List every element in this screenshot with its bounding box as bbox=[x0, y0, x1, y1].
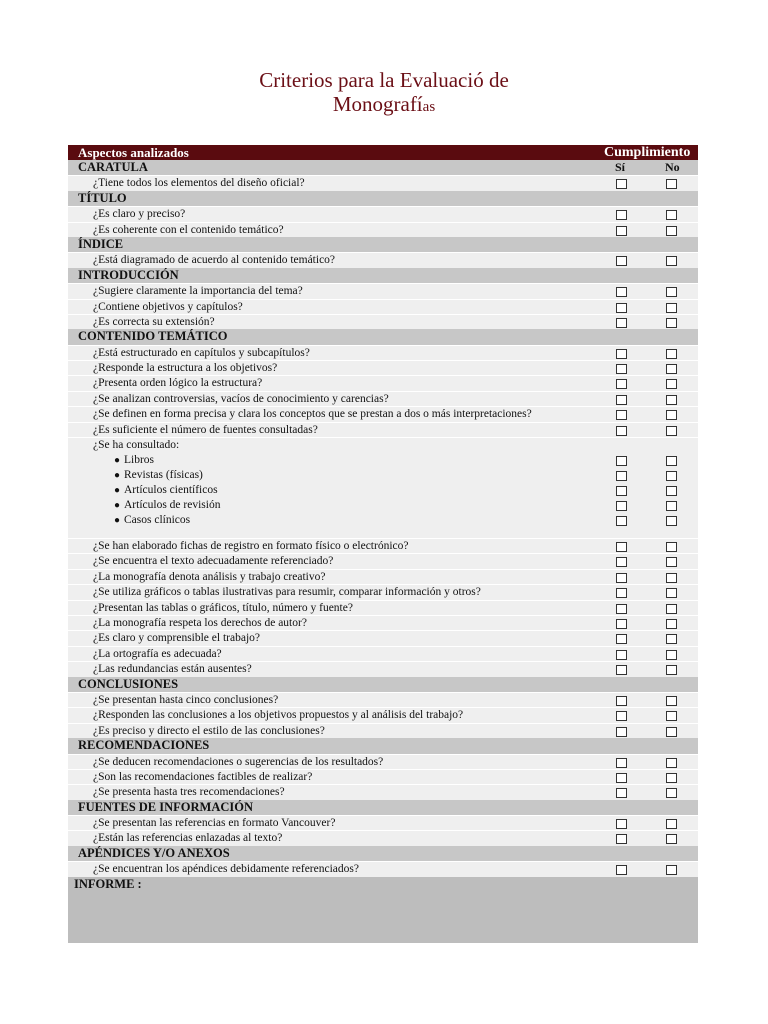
no-checkbox[interactable] bbox=[666, 711, 677, 721]
informe-label: INFORME : bbox=[74, 876, 142, 891]
section-title: INTRODUCCIÓN bbox=[78, 267, 179, 282]
no-checkbox[interactable] bbox=[666, 758, 677, 768]
yes-checkbox[interactable] bbox=[616, 696, 627, 706]
question-text: ¿Tiene todos los elementos del diseño oficial? bbox=[93, 177, 305, 190]
question-row bbox=[68, 538, 698, 553]
yes-checkbox[interactable] bbox=[616, 573, 627, 583]
section-titulo bbox=[68, 191, 698, 206]
evaluation-table bbox=[68, 145, 698, 943]
no-checkbox[interactable] bbox=[666, 410, 677, 420]
no-checkbox[interactable] bbox=[666, 773, 677, 783]
no-checkbox[interactable] bbox=[666, 486, 677, 496]
question-row bbox=[68, 784, 698, 799]
question-row bbox=[68, 206, 698, 221]
question-row bbox=[68, 345, 698, 360]
source-label: Artículos científicos bbox=[124, 484, 218, 497]
question-text: ¿Se encuentra el texto adecuadamente referenciado? bbox=[93, 555, 334, 568]
section-title: RECOMENDACIONES bbox=[78, 738, 210, 753]
no-checkbox[interactable] bbox=[666, 318, 677, 328]
question-text: ¿Es suficiente el número de fuentes consultadas? bbox=[93, 423, 318, 436]
yes-checkbox[interactable] bbox=[616, 501, 627, 511]
no-checkbox[interactable] bbox=[666, 650, 677, 660]
yes-checkbox[interactable] bbox=[616, 727, 627, 737]
no-checkbox[interactable] bbox=[666, 619, 677, 629]
yes-checkbox[interactable] bbox=[616, 665, 627, 675]
question-row bbox=[68, 600, 698, 615]
question-row bbox=[68, 815, 698, 830]
yes-checkbox[interactable] bbox=[616, 516, 627, 526]
question-text: ¿Son las recomendaciones factibles de realizar? bbox=[93, 770, 313, 783]
yes-checkbox[interactable] bbox=[616, 287, 627, 297]
section-caratula bbox=[68, 160, 698, 175]
section-title: CONCLUSIONES bbox=[78, 676, 179, 691]
question-text: ¿La monografía denota análisis y trabajo creativo? bbox=[93, 570, 326, 583]
source-item bbox=[68, 483, 698, 498]
yes-checkbox[interactable] bbox=[616, 426, 627, 436]
section-title: FUENTES DE INFORMACIÓN bbox=[78, 799, 254, 814]
yes-checkbox[interactable] bbox=[616, 634, 627, 644]
yes-checkbox[interactable] bbox=[616, 486, 627, 496]
document-title-line2 bbox=[0, 92, 768, 119]
yes-checkbox[interactable] bbox=[616, 819, 627, 829]
question-row bbox=[68, 630, 698, 645]
no-checkbox[interactable] bbox=[666, 395, 677, 405]
section-title: TÍTULO bbox=[78, 190, 127, 205]
question-text: ¿Se ha consultado: bbox=[93, 439, 180, 452]
section-indice bbox=[68, 237, 698, 252]
yes-checkbox[interactable] bbox=[616, 619, 627, 629]
no-checkbox[interactable] bbox=[666, 287, 677, 297]
header-aspects-label: Aspectos analizados bbox=[78, 145, 189, 160]
question-text: ¿La ortografía es adecuada? bbox=[93, 647, 222, 660]
question-row bbox=[68, 422, 698, 437]
question-row bbox=[68, 222, 698, 237]
yes-checkbox[interactable] bbox=[616, 557, 627, 567]
question-row bbox=[68, 584, 698, 599]
yes-checkbox[interactable] bbox=[616, 256, 627, 266]
bullet-icon: ● bbox=[114, 500, 121, 512]
question-text: ¿Se presenta hasta tres recomendaciones? bbox=[93, 786, 285, 799]
question-row bbox=[68, 646, 698, 661]
section-apendices bbox=[68, 846, 698, 861]
bullet-icon: ● bbox=[114, 455, 121, 467]
source-label: Artículos de revisión bbox=[124, 499, 221, 512]
question-row bbox=[68, 360, 698, 375]
yes-checkbox[interactable] bbox=[616, 318, 627, 328]
yes-checkbox[interactable] bbox=[616, 179, 627, 189]
yes-checkbox[interactable] bbox=[616, 456, 627, 466]
title-line2-main: Monografí bbox=[332, 92, 423, 116]
no-checkbox[interactable] bbox=[666, 210, 677, 220]
question-text: ¿La monografía respeta los derechos de autor? bbox=[93, 616, 307, 629]
section-title: CONTENIDO TEMÁTICO bbox=[78, 329, 228, 344]
question-text: ¿Se encuentran los apéndices debidamente referenciados? bbox=[93, 863, 359, 876]
section-conclusiones bbox=[68, 677, 698, 692]
question-text: ¿Responden las conclusiones a los objetivos propuestos y al análisis del trabajo? bbox=[93, 709, 464, 722]
no-checkbox[interactable] bbox=[666, 516, 677, 526]
source-label: Revistas (físicas) bbox=[124, 469, 203, 482]
yes-checkbox[interactable] bbox=[616, 711, 627, 721]
yes-checkbox[interactable] bbox=[616, 758, 627, 768]
section-title: ÍNDICE bbox=[78, 236, 124, 251]
question-text: ¿Están las referencias enlazadas al texto? bbox=[93, 832, 283, 845]
question-text: ¿Se han elaborado fichas de registro en formato físico o electrónico? bbox=[93, 540, 409, 553]
yes-checkbox[interactable] bbox=[616, 788, 627, 798]
no-checkbox[interactable] bbox=[666, 471, 677, 481]
question-text: ¿Sugiere claramente la importancia del tema? bbox=[93, 285, 303, 298]
col-no-label: No bbox=[665, 160, 680, 174]
question-row bbox=[68, 375, 698, 390]
no-checkbox[interactable] bbox=[666, 456, 677, 466]
question-row bbox=[68, 314, 698, 329]
yes-checkbox[interactable] bbox=[616, 349, 627, 359]
question-text: ¿Está estructurado en capítulos y subcapítulos? bbox=[93, 346, 310, 359]
question-row bbox=[68, 299, 698, 314]
no-checkbox[interactable] bbox=[666, 573, 677, 583]
yes-checkbox[interactable] bbox=[616, 471, 627, 481]
bullet-icon: ● bbox=[114, 485, 121, 497]
yes-checkbox[interactable] bbox=[616, 395, 627, 405]
no-checkbox[interactable] bbox=[666, 557, 677, 567]
header-compliance-label: Cumplimiento bbox=[604, 145, 691, 160]
question-text: ¿Se deducen recomendaciones o sugerencias de los resultados? bbox=[93, 755, 384, 768]
informe-box[interactable] bbox=[68, 877, 698, 943]
yes-checkbox[interactable] bbox=[616, 542, 627, 552]
question-row bbox=[68, 283, 698, 298]
no-checkbox[interactable] bbox=[666, 179, 677, 189]
question-text: ¿Presentan las tablas o gráficos, título, número y fuente? bbox=[93, 601, 353, 614]
section-title: APÉNDICES Y/O ANEXOS bbox=[78, 845, 230, 860]
source-label: Libros bbox=[124, 454, 155, 467]
section-title: CARATULA bbox=[78, 160, 148, 174]
no-checkbox[interactable] bbox=[666, 303, 677, 313]
question-text: ¿Se utiliza gráficos o tablas ilustrativas para resumir, comparar información y otros? bbox=[93, 586, 481, 599]
question-row bbox=[68, 391, 698, 406]
no-checkbox[interactable] bbox=[666, 501, 677, 511]
question-row bbox=[68, 707, 698, 722]
bullet-icon: ● bbox=[114, 470, 121, 482]
question-row bbox=[68, 861, 698, 876]
yes-checkbox[interactable] bbox=[616, 773, 627, 783]
question-text: ¿Contiene objetivos y capítulos? bbox=[93, 300, 243, 313]
question-text: ¿Presenta orden lógico la estructura? bbox=[93, 377, 263, 390]
no-checkbox[interactable] bbox=[666, 226, 677, 236]
section-introduccion bbox=[68, 268, 698, 283]
yes-checkbox[interactable] bbox=[616, 364, 627, 374]
document-title: Criterios para la Evaluació de bbox=[259, 68, 509, 92]
no-checkbox[interactable] bbox=[666, 788, 677, 798]
yes-checkbox[interactable] bbox=[616, 410, 627, 420]
question-text: ¿Se presentan las referencias en formato Vancouver? bbox=[93, 817, 336, 830]
question-text: ¿Es claro y comprensible el trabajo? bbox=[93, 632, 260, 645]
no-checkbox[interactable] bbox=[666, 379, 677, 389]
no-checkbox[interactable] bbox=[666, 834, 677, 844]
no-checkbox[interactable] bbox=[666, 865, 677, 875]
question-text: ¿Es claro y preciso? bbox=[93, 208, 186, 221]
no-checkbox[interactable] bbox=[666, 819, 677, 829]
consulted-question bbox=[68, 438, 698, 453]
section-fuentes bbox=[68, 800, 698, 815]
question-text: ¿Está diagramado de acuerdo al contenido temático? bbox=[93, 254, 336, 267]
no-checkbox[interactable] bbox=[666, 604, 677, 614]
no-checkbox[interactable] bbox=[666, 256, 677, 266]
question-row bbox=[68, 553, 698, 568]
bullet-icon: ● bbox=[114, 515, 121, 527]
yes-checkbox[interactable] bbox=[616, 865, 627, 875]
question-row bbox=[68, 723, 698, 738]
question-row bbox=[68, 615, 698, 630]
no-checkbox[interactable] bbox=[666, 696, 677, 706]
question-row bbox=[68, 661, 698, 676]
yes-checkbox[interactable] bbox=[616, 210, 627, 220]
yes-checkbox[interactable] bbox=[616, 650, 627, 660]
title-line2-suffix: as bbox=[422, 99, 436, 115]
question-row bbox=[68, 252, 698, 267]
yes-checkbox[interactable] bbox=[616, 588, 627, 598]
yes-checkbox[interactable] bbox=[616, 303, 627, 313]
question-text: ¿Es preciso y directo el estilo de las conclusiones? bbox=[93, 724, 325, 737]
question-row bbox=[68, 754, 698, 769]
source-label: Casos clínicos bbox=[124, 514, 191, 527]
question-text: ¿Se presentan hasta cinco conclusiones? bbox=[93, 693, 279, 706]
yes-checkbox[interactable] bbox=[616, 834, 627, 844]
question-text: ¿Se definen en forma precisa y clara los conceptos que se prestan a dos o más interpretaciones? bbox=[93, 408, 532, 421]
question-text: ¿Es coherente con el contenido temático? bbox=[93, 223, 284, 236]
no-checkbox[interactable] bbox=[666, 364, 677, 374]
question-row bbox=[68, 769, 698, 784]
yes-checkbox[interactable] bbox=[616, 379, 627, 389]
question-text: ¿Es correcta su extensión? bbox=[93, 315, 215, 328]
question-row bbox=[68, 569, 698, 584]
yes-checkbox[interactable] bbox=[616, 226, 627, 236]
no-checkbox[interactable] bbox=[666, 665, 677, 675]
col-yes-label: Sí bbox=[615, 160, 626, 174]
section-contenido bbox=[68, 329, 698, 344]
question-text: ¿Responde la estructura a los objetivos? bbox=[93, 362, 278, 375]
yes-checkbox[interactable] bbox=[616, 604, 627, 614]
question-row bbox=[68, 406, 698, 421]
question-text: ¿Las redundancias están ausentes? bbox=[93, 663, 252, 676]
no-checkbox[interactable] bbox=[666, 588, 677, 598]
no-checkbox[interactable] bbox=[666, 727, 677, 737]
sources-consulted-block bbox=[68, 437, 698, 538]
no-checkbox[interactable] bbox=[666, 634, 677, 644]
no-checkbox[interactable] bbox=[666, 349, 677, 359]
question-row bbox=[68, 692, 698, 707]
source-item bbox=[68, 498, 698, 513]
question-row bbox=[68, 830, 698, 845]
source-item bbox=[68, 513, 698, 528]
section-recomendaciones bbox=[68, 738, 698, 753]
table-header bbox=[68, 145, 698, 160]
source-item bbox=[68, 453, 698, 468]
question-text: ¿Se analizan controversias, vacíos de conocimiento y carencias? bbox=[93, 392, 389, 405]
source-item bbox=[68, 468, 698, 483]
no-checkbox[interactable] bbox=[666, 426, 677, 436]
question-row bbox=[68, 175, 698, 190]
no-checkbox[interactable] bbox=[666, 542, 677, 552]
